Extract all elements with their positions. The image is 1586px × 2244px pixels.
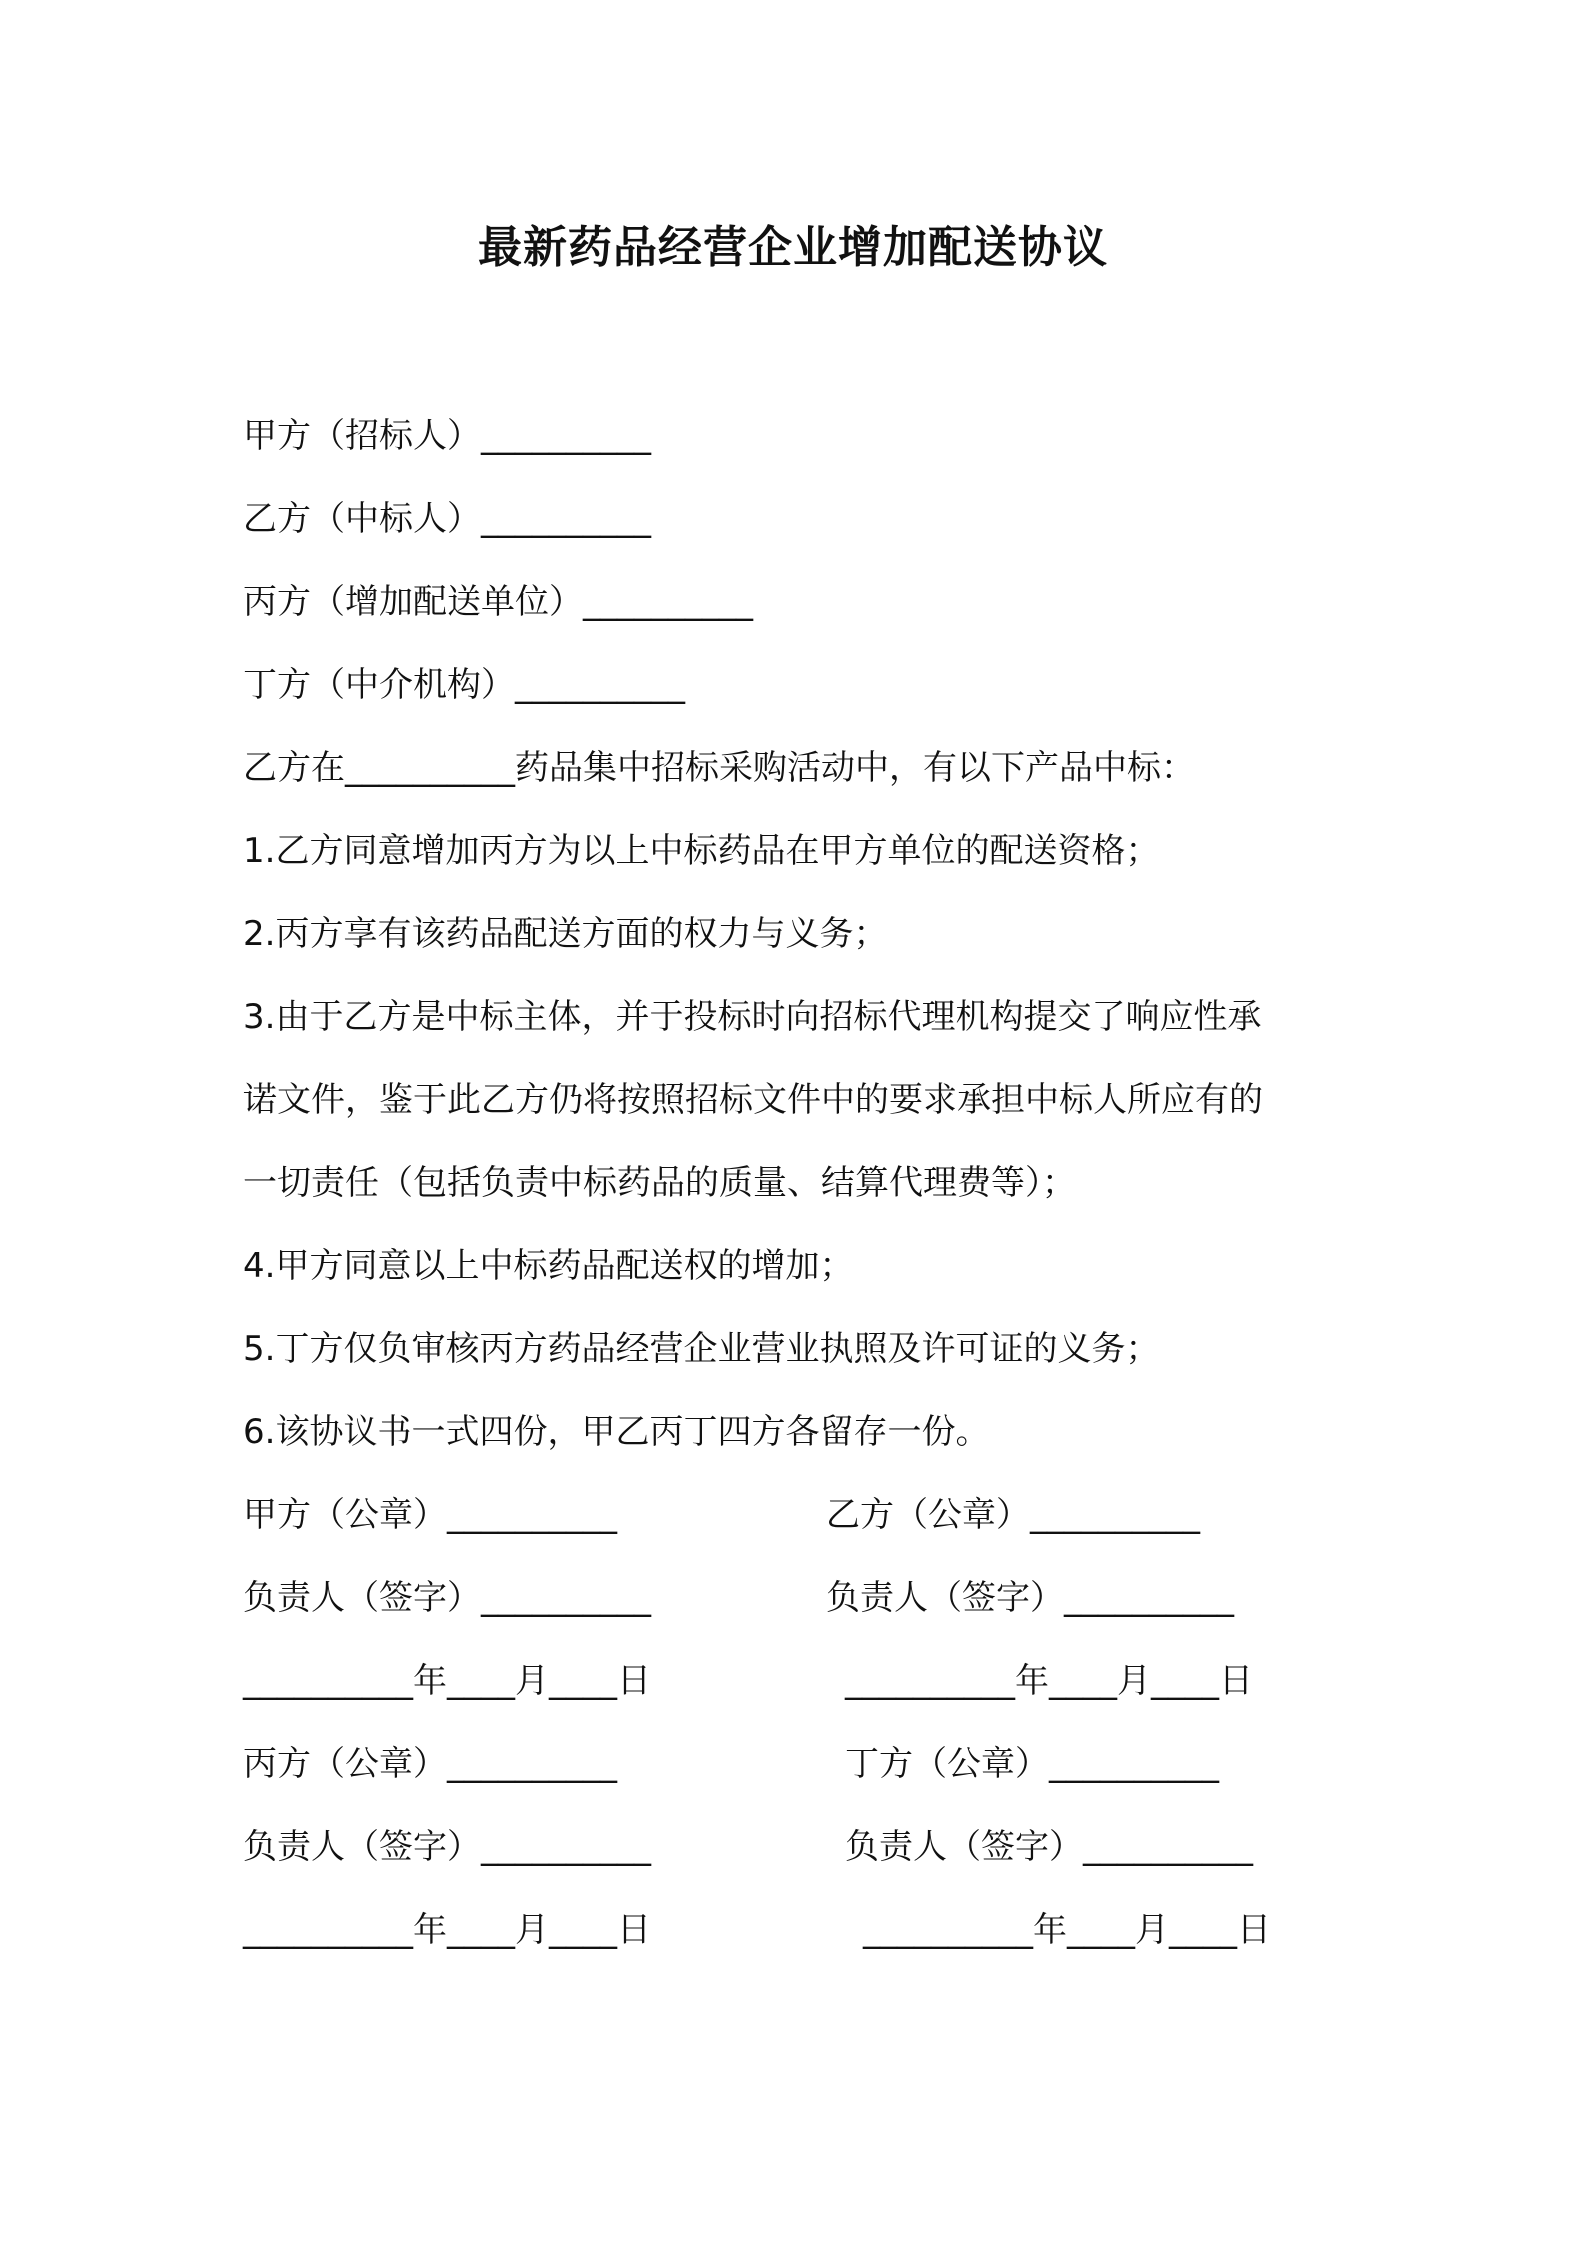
party-a-line: 甲方（招标人）__________ <box>243 416 651 456</box>
clause-4: 4.甲方同意以上中标药品配送权的增加； <box>243 1246 854 1286</box>
clause-5: 5.丁方仅负审核丙方药品经营企业营业执照及许可证的义务； <box>243 1329 1160 1369</box>
sign-party-d-seal: 丁方（公章）__________ <box>845 1744 1219 1784</box>
sign-party-d-rep: 负责人（签字）__________ <box>845 1827 1253 1867</box>
sign-party-b-date: __________年____月____日 <box>845 1661 1253 1701</box>
sign-party-c-rep: 负责人（签字）__________ <box>243 1827 651 1867</box>
party-d-line: 丁方（中介机构）__________ <box>243 665 685 705</box>
intro-line: 乙方在__________药品集中招标采购活动中，有以下产品中标： <box>243 748 1195 788</box>
sign-party-c-date: __________年____月____日 <box>243 1910 651 1950</box>
sign-party-d-date: __________年____月____日 <box>863 1910 1271 1950</box>
party-c-line: 丙方（增加配送单位）__________ <box>243 582 753 622</box>
clause-1: 1.乙方同意增加丙方为以上中标药品在甲方单位的配送资格； <box>243 831 1160 871</box>
clause-2: 2.丙方享有该药品配送方面的权力与义务； <box>243 914 888 954</box>
sign-party-a-date: __________年____月____日 <box>243 1661 651 1701</box>
sign-party-b-rep: 负责人（签字）__________ <box>826 1578 1234 1618</box>
sign-party-a-rep: 负责人（签字）__________ <box>243 1578 651 1618</box>
party-b-line: 乙方（中标人）__________ <box>243 499 651 539</box>
sign-party-b-seal: 乙方（公章）__________ <box>826 1495 1200 1535</box>
sign-party-a-seal: 甲方（公章）__________ <box>243 1495 617 1535</box>
document-title: 最新药品经营企业增加配送协议 <box>478 222 1108 273</box>
clause-6: 6.该协议书一式四份，甲乙丙丁四方各留存一份。 <box>243 1412 990 1452</box>
clause-3-line-3: 一切责任（包括负责中标药品的质量、结算代理费等）； <box>243 1163 1076 1203</box>
clause-3-line-2: 诺文件，鉴于此乙方仍将按照招标文件中的要求承担中标人所应有的 <box>243 1080 1263 1120</box>
sign-party-c-seal: 丙方（公章）__________ <box>243 1744 617 1784</box>
clause-3-line-1: 3.由于乙方是中标主体，并于投标时向招标代理机构提交了响应性承 <box>243 997 1262 1037</box>
